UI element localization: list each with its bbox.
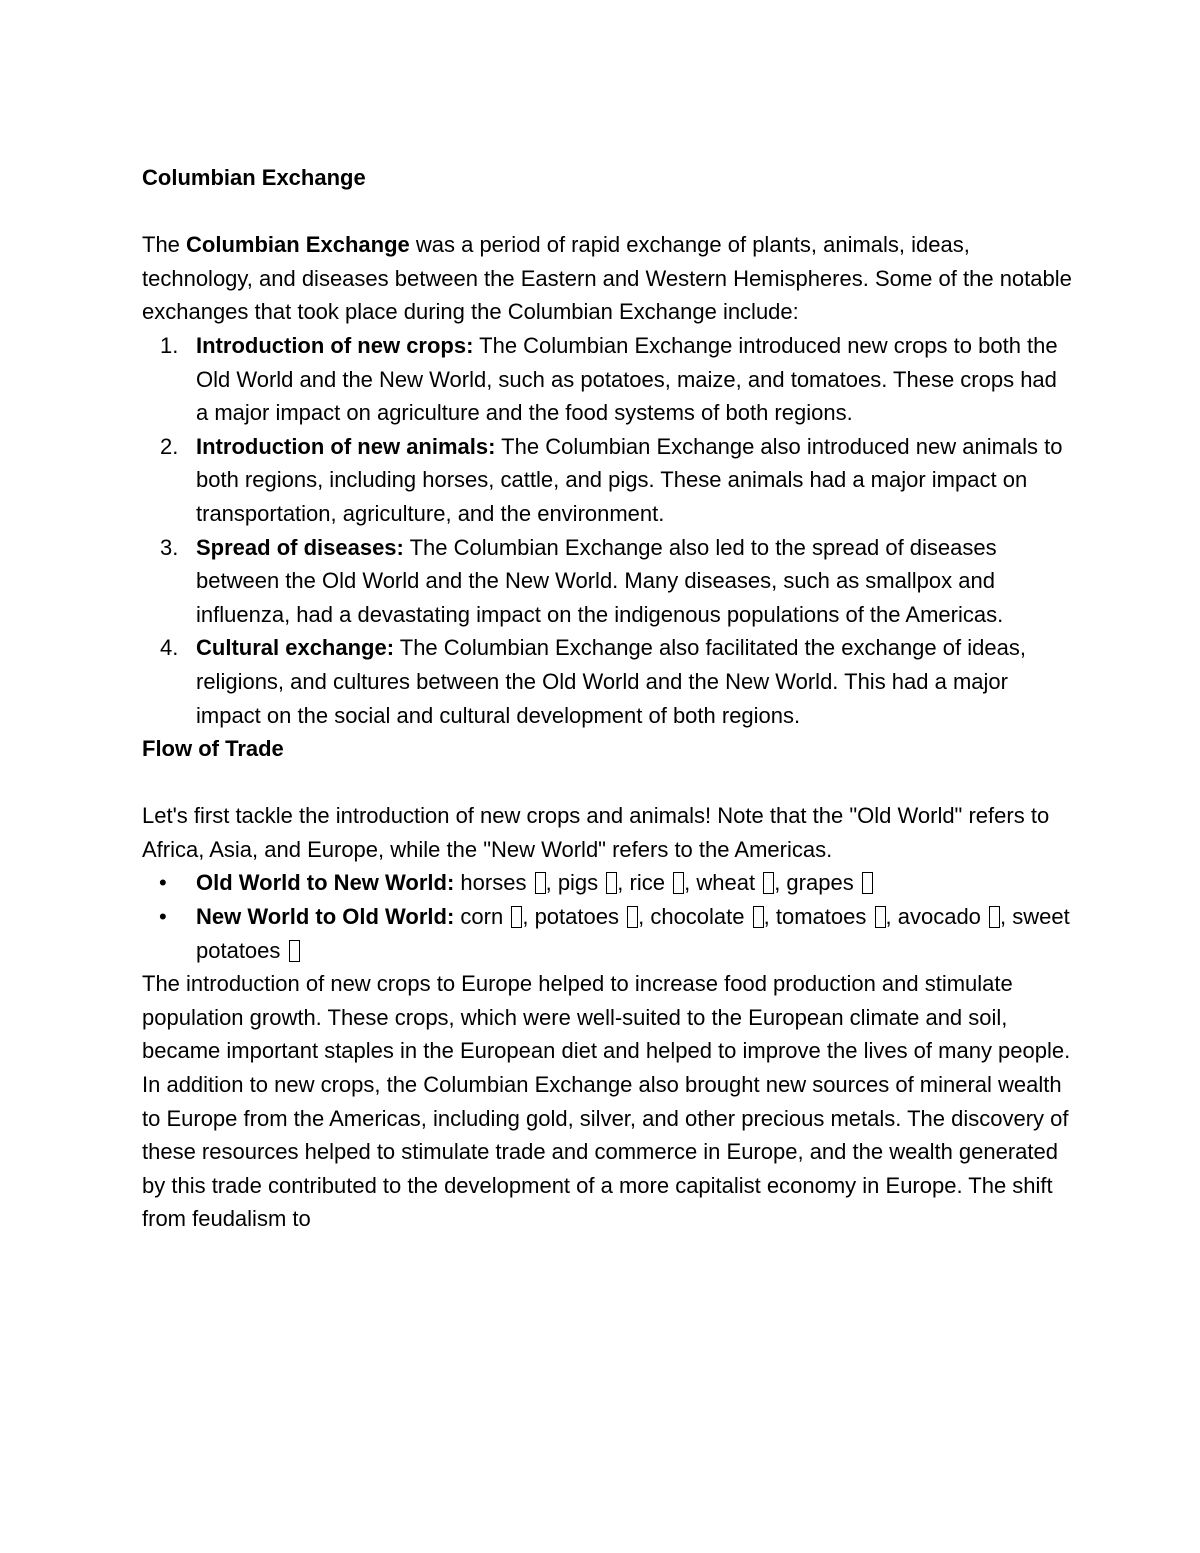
trade-item: tomatoes: [775, 904, 867, 930]
trade-item: rice: [629, 870, 665, 896]
missing-glyph-icon: [511, 906, 522, 928]
section-heading: Flow of Trade: [142, 736, 284, 762]
trade-item: pigs: [557, 870, 599, 896]
body-paragraph-2: In addition to new crops, the Columbian Exchange also brought new sources of mineral wealth to Europe from the Americas, including gold, silver, and other precious metals. The discovery of these resources helped to stimulate trade and commerce in Europe, and the wealth generated by this trade contributed to the development of a more capitalist economy in Europe. The shift from feudalism to: [142, 1072, 1069, 1232]
intro-post: was a period of rapid exchange of plants, animals, ideas, technology, and diseases between the Eastern and Western Hemispheres. Some of the notable exchanges that took place during the Columbian Exchange include:: [142, 232, 1072, 325]
missing-glyph-icon: [673, 872, 684, 894]
trade-item: avocado: [897, 904, 981, 930]
trade-intro-paragraph: Let's first tackle the introduction of new crops and animals! Note that the "Old World" refers to Africa, Asia, and Europe, while the "New World" refers to the Americas.: [142, 803, 1050, 862]
trade-item: sweet potatoes: [196, 904, 1070, 963]
bullet-marker: •: [159, 904, 167, 930]
missing-glyph-icon: [989, 906, 1000, 928]
missing-glyph-icon: [763, 872, 774, 894]
list-item: [142, 631, 1072, 732]
list-item-label: Introduction of new animals:: [196, 433, 496, 459]
missing-glyph-icon: [535, 872, 546, 894]
bullet-label: New World to Old World:: [196, 904, 455, 930]
numbered-list: [142, 329, 1072, 732]
intro-paragraph: [142, 228, 1072, 329]
trade-item: grapes: [786, 870, 854, 896]
trade-item: horses: [460, 870, 527, 896]
missing-glyph-icon: [627, 906, 638, 928]
list-marker: 1.: [160, 332, 179, 358]
document-page: [142, 161, 1072, 1236]
intro-bold-term: Columbian Exchange: [186, 232, 410, 258]
missing-glyph-icon: [862, 872, 873, 894]
list-item-text: The Columbian Exchange also facilitated the exchange of ideas, religions, and cultures between the Old World and the New World. This had a major impact on the social and cultural development of both regions.: [196, 635, 1026, 728]
trade-item: chocolate: [650, 904, 745, 930]
list-item-label: Cultural exchange:: [196, 635, 395, 661]
bullet-marker: •: [159, 870, 167, 896]
list-item: [142, 430, 1072, 531]
list-marker: 2.: [160, 433, 179, 459]
intro-pre: The: [142, 232, 187, 258]
missing-glyph-icon: [606, 872, 617, 894]
missing-glyph-icon: [753, 906, 764, 928]
bullet-item-new-to-old: [142, 900, 1072, 967]
bullet-item-list: corn , potatoes , chocolate , tomatoes , avocado , sweet potatoes: [196, 904, 1070, 963]
list-item-label: Introduction of new crops:: [196, 332, 474, 358]
body-paragraph-1: The introduction of new crops to Europe helped to increase food production and stimulate population growth. These crops, which were well-suited to the European climate and soil, became important staples in the European diet and helped to improve the lives of many people.: [142, 971, 1071, 1064]
trade-bullet-list: [142, 866, 1072, 967]
document-title: Columbian Exchange: [142, 165, 366, 190]
missing-glyph-icon: [289, 940, 300, 962]
list-marker: 3.: [160, 534, 179, 560]
bullet-item-list: horses , pigs , rice , wheat , grapes: [460, 870, 872, 895]
list-item: [142, 329, 1072, 430]
list-item-label: Spread of diseases:: [196, 534, 404, 560]
bullet-item-old-to-new: [142, 866, 1072, 900]
trade-item: wheat: [696, 870, 756, 896]
list-item-text: The Columbian Exchange also led to the spread of diseases between the Old World and the New World. Many diseases, such as smallpox and influenza, had a devastating impact on the indigenous populations of the Americas.: [196, 534, 1004, 627]
list-item-text: The Columbian Exchange introduced new crops to both the Old World and the New World, such as potatoes, maize, and tomatoes. These crops had a major impact on agriculture and the food systems of both regions.: [196, 332, 1058, 426]
trade-item: corn: [460, 904, 504, 930]
bullet-label: Old World to New World:: [196, 870, 455, 896]
list-item: [142, 531, 1072, 632]
list-marker: 4.: [160, 635, 179, 661]
trade-item: potatoes: [534, 904, 619, 930]
missing-glyph-icon: [875, 906, 886, 928]
list-item-text: The Columbian Exchange also introduced new animals to both regions, including horses, cattle, and pigs. These animals had a major impact on transportation, agriculture, and the environment.: [196, 433, 1063, 526]
